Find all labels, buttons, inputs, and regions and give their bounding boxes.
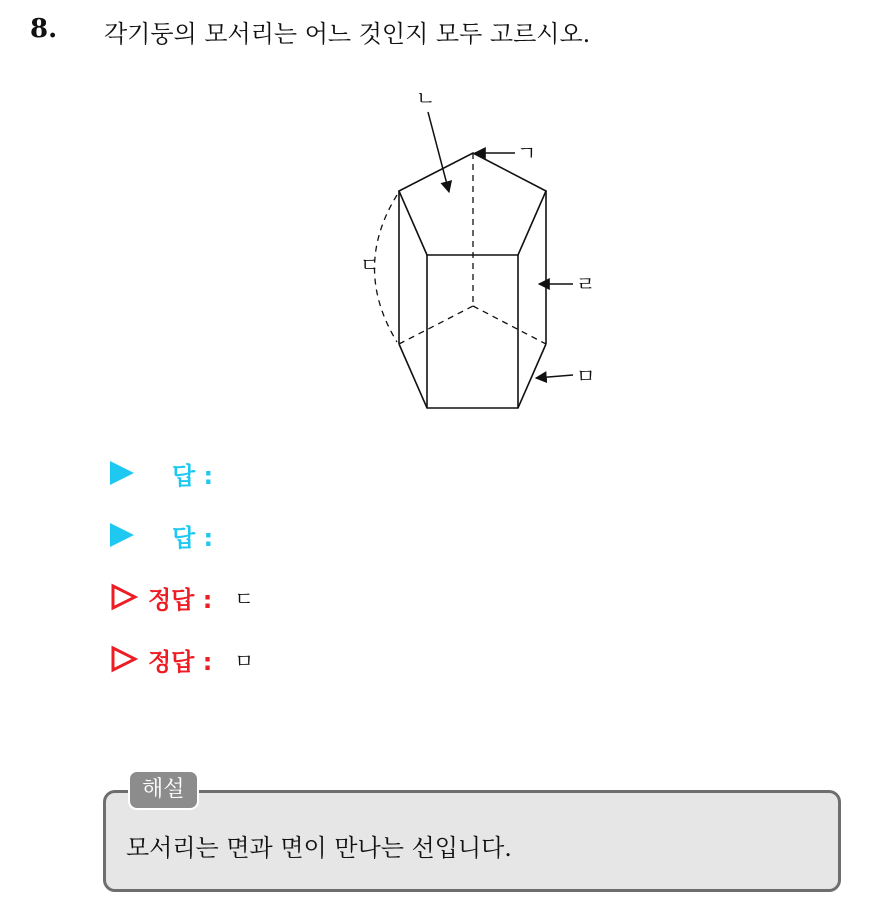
explanation-text: 모서리는 면과 면이 만나는 선입니다.	[126, 834, 512, 862]
answer-row-1	[110, 456, 235, 490]
question-text: 각기둥의 모서리는 어느 것인지 모두 고르시오.	[104, 20, 591, 48]
label-mieum: ㅁ	[576, 364, 596, 388]
pentagonal-prism-figure	[340, 80, 620, 420]
label-rieul: ㄹ	[576, 272, 596, 296]
play-triangle-icon	[110, 523, 134, 547]
correct-answer-label: 정답 :	[148, 585, 213, 614]
label-nieun: ㄴ	[416, 86, 436, 110]
play-triangle-icon	[110, 461, 134, 485]
hidden-bottom-edge-left	[399, 306, 473, 344]
bottom-face-edges	[399, 344, 546, 408]
answer-label: 답 :	[172, 523, 214, 552]
label-giyeok: ㄱ	[517, 141, 537, 165]
arrow-nieun	[428, 112, 449, 192]
explanation-tab: 해설	[128, 770, 199, 810]
correct-answer-row-1	[110, 580, 254, 614]
outline-triangle-icon	[110, 645, 138, 673]
answer-row-2	[110, 518, 235, 552]
label-digeut: ㄷ	[360, 253, 380, 277]
hidden-bottom-edge-right	[473, 306, 546, 344]
correct-answer-value: ㄷ	[234, 586, 254, 611]
answer-label: 답 :	[172, 461, 214, 490]
correct-answer-label: 정답 :	[148, 647, 213, 676]
correct-answer-row-2	[110, 642, 254, 676]
correct-answer-value: ㅁ	[234, 648, 254, 673]
outline-triangle-icon	[110, 583, 138, 611]
question-number: 8.	[30, 14, 58, 44]
arrow-mieum	[536, 375, 573, 378]
